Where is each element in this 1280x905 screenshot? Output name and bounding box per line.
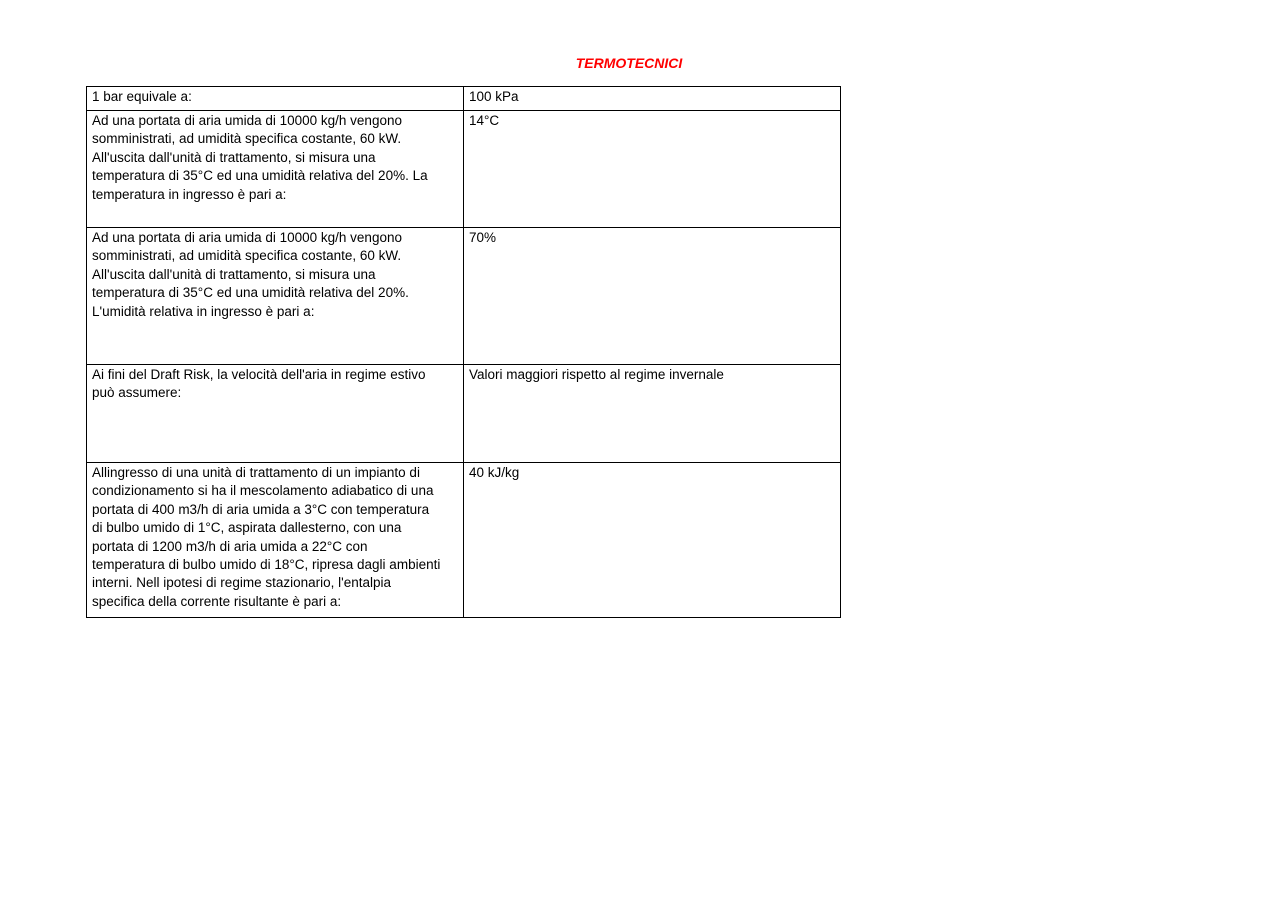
table-row: [87, 463, 841, 618]
questions-table: [86, 86, 841, 618]
document-title: TERMOTECNICI: [575, 55, 683, 71]
question-cell: Allingresso di una unità di trattamento di un impianto di condizionamento si ha il mescolamento adiabatico di una portata di 400 m3/h di aria umida a 3°C con temperatura di bulbo umido di 1°C, aspirata dallesterno, con una portata di 1200 m3/h di aria umida a 22°C con temperatura di bulbo umido di 18°C, ripresa dagli ambienti interni. Nell ipotesi di regime stazionario, l'entalpia specifica della corrente risultante è pari a:: [87, 463, 464, 618]
table-row: [87, 111, 841, 228]
answer-cell: 70%: [464, 228, 841, 365]
question-cell: 1 bar equivale a:: [87, 87, 464, 111]
question-cell: Ai fini del Draft Risk, la velocità dell'aria in regime estivo può assumere:: [87, 365, 464, 463]
answer-cell: 14°C: [464, 111, 841, 228]
table-row: [87, 87, 841, 111]
question-cell: Ad una portata di aria umida di 10000 kg/h vengono somministrati, ad umidità specifica costante, 60 kW. All'uscita dall'unità di trattamento, si misura una temperatura di 35°C ed una umidità relativa del 20%. La temperatura in ingresso è pari a:: [87, 111, 464, 228]
answer-cell: Valori maggiori rispetto al regime invernale: [464, 365, 841, 463]
question-cell: Ad una portata di aria umida di 10000 kg/h vengono somministrati, ad umidità specifica costante, 60 kW. All'uscita dall'unità di trattamento, si misura una temperatura di 35°C ed una umidità relativa del 20%. L'umidità relativa in ingresso è pari a:: [87, 228, 464, 365]
table-row: [87, 228, 841, 365]
table-row: [87, 365, 841, 463]
answer-cell: 40 kJ/kg: [464, 463, 841, 618]
answer-cell: 100 kPa: [464, 87, 841, 111]
